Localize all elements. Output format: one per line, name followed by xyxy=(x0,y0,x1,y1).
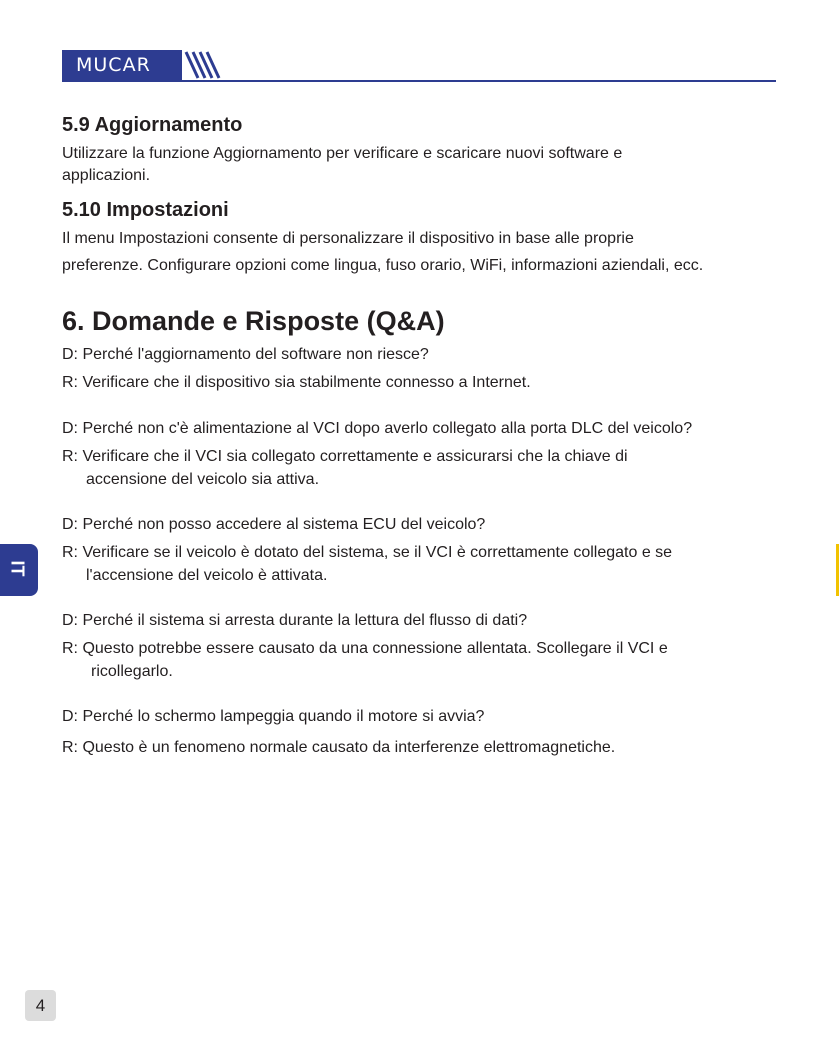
qa-question: D: Perché non c'è alimentazione al VCI dopo averlo collegato alla porta DLC del veicolo? xyxy=(62,420,693,437)
qa-question: D: Perché l'aggiornamento del software non riesce? xyxy=(62,346,429,363)
page-number: 4 xyxy=(25,990,56,1021)
paragraph-line: applicazioni. xyxy=(62,167,151,184)
paragraph-line: Il menu Impostazioni consente di personalizzare il dispositivo in base alle proprie xyxy=(62,230,634,247)
paragraph-line: Utilizzare la funzione Aggiornamento per verificare e scaricare nuovi software e xyxy=(62,145,623,162)
qa-answer: accensione del veicolo sia attiva. xyxy=(86,471,320,488)
qa-question: D: Perché lo schermo lampeggia quando il motore si avvia? xyxy=(62,708,485,725)
language-tab-label: IT xyxy=(7,560,28,577)
language-tab[interactable] xyxy=(0,544,38,596)
brand-logo: MUCAR xyxy=(62,50,182,80)
qa-answer: R: Questo è un fenomeno normale causato da interferenze elettromagnetiche. xyxy=(62,739,616,756)
qa-question: D: Perché il sistema si arresta durante la lettura del flusso di dati? xyxy=(62,612,528,629)
page-header xyxy=(62,50,776,82)
qa-title: 6. Domande e Risposte (Q&A) xyxy=(62,306,445,336)
section-title-update: 5.9 Aggiornamento xyxy=(62,114,243,136)
qa-question: D: Perché non posso accedere al sistema ECU del veicolo? xyxy=(62,516,486,533)
logo-stripes-icon xyxy=(184,50,224,80)
qa-answer: R: Questo potrebbe essere causato da una connessione allentata. Scollegare il VCI e xyxy=(62,640,668,657)
qa-answer: ricollegarlo. xyxy=(91,663,173,680)
qa-answer: R: Verificare che il VCI sia collegato correttamente e assicurarsi che la chiave di xyxy=(62,448,628,465)
qa-answer: l'accensione del veicolo è attivata. xyxy=(86,567,328,584)
header-rule xyxy=(62,80,776,82)
qa-answer: R: Verificare se il veicolo è dotato del sistema, se il VCI è correttamente collegato e se xyxy=(62,544,673,561)
section-title-settings: 5.10 Impostazioni xyxy=(62,199,229,221)
qa-answer: R: Verificare che il dispositivo sia stabilmente connesso a Internet. xyxy=(62,374,531,391)
paragraph-line: preferenze. Configurare opzioni come lingua, fuso orario, WiFi, informazioni aziendali, ecc. xyxy=(62,257,704,274)
